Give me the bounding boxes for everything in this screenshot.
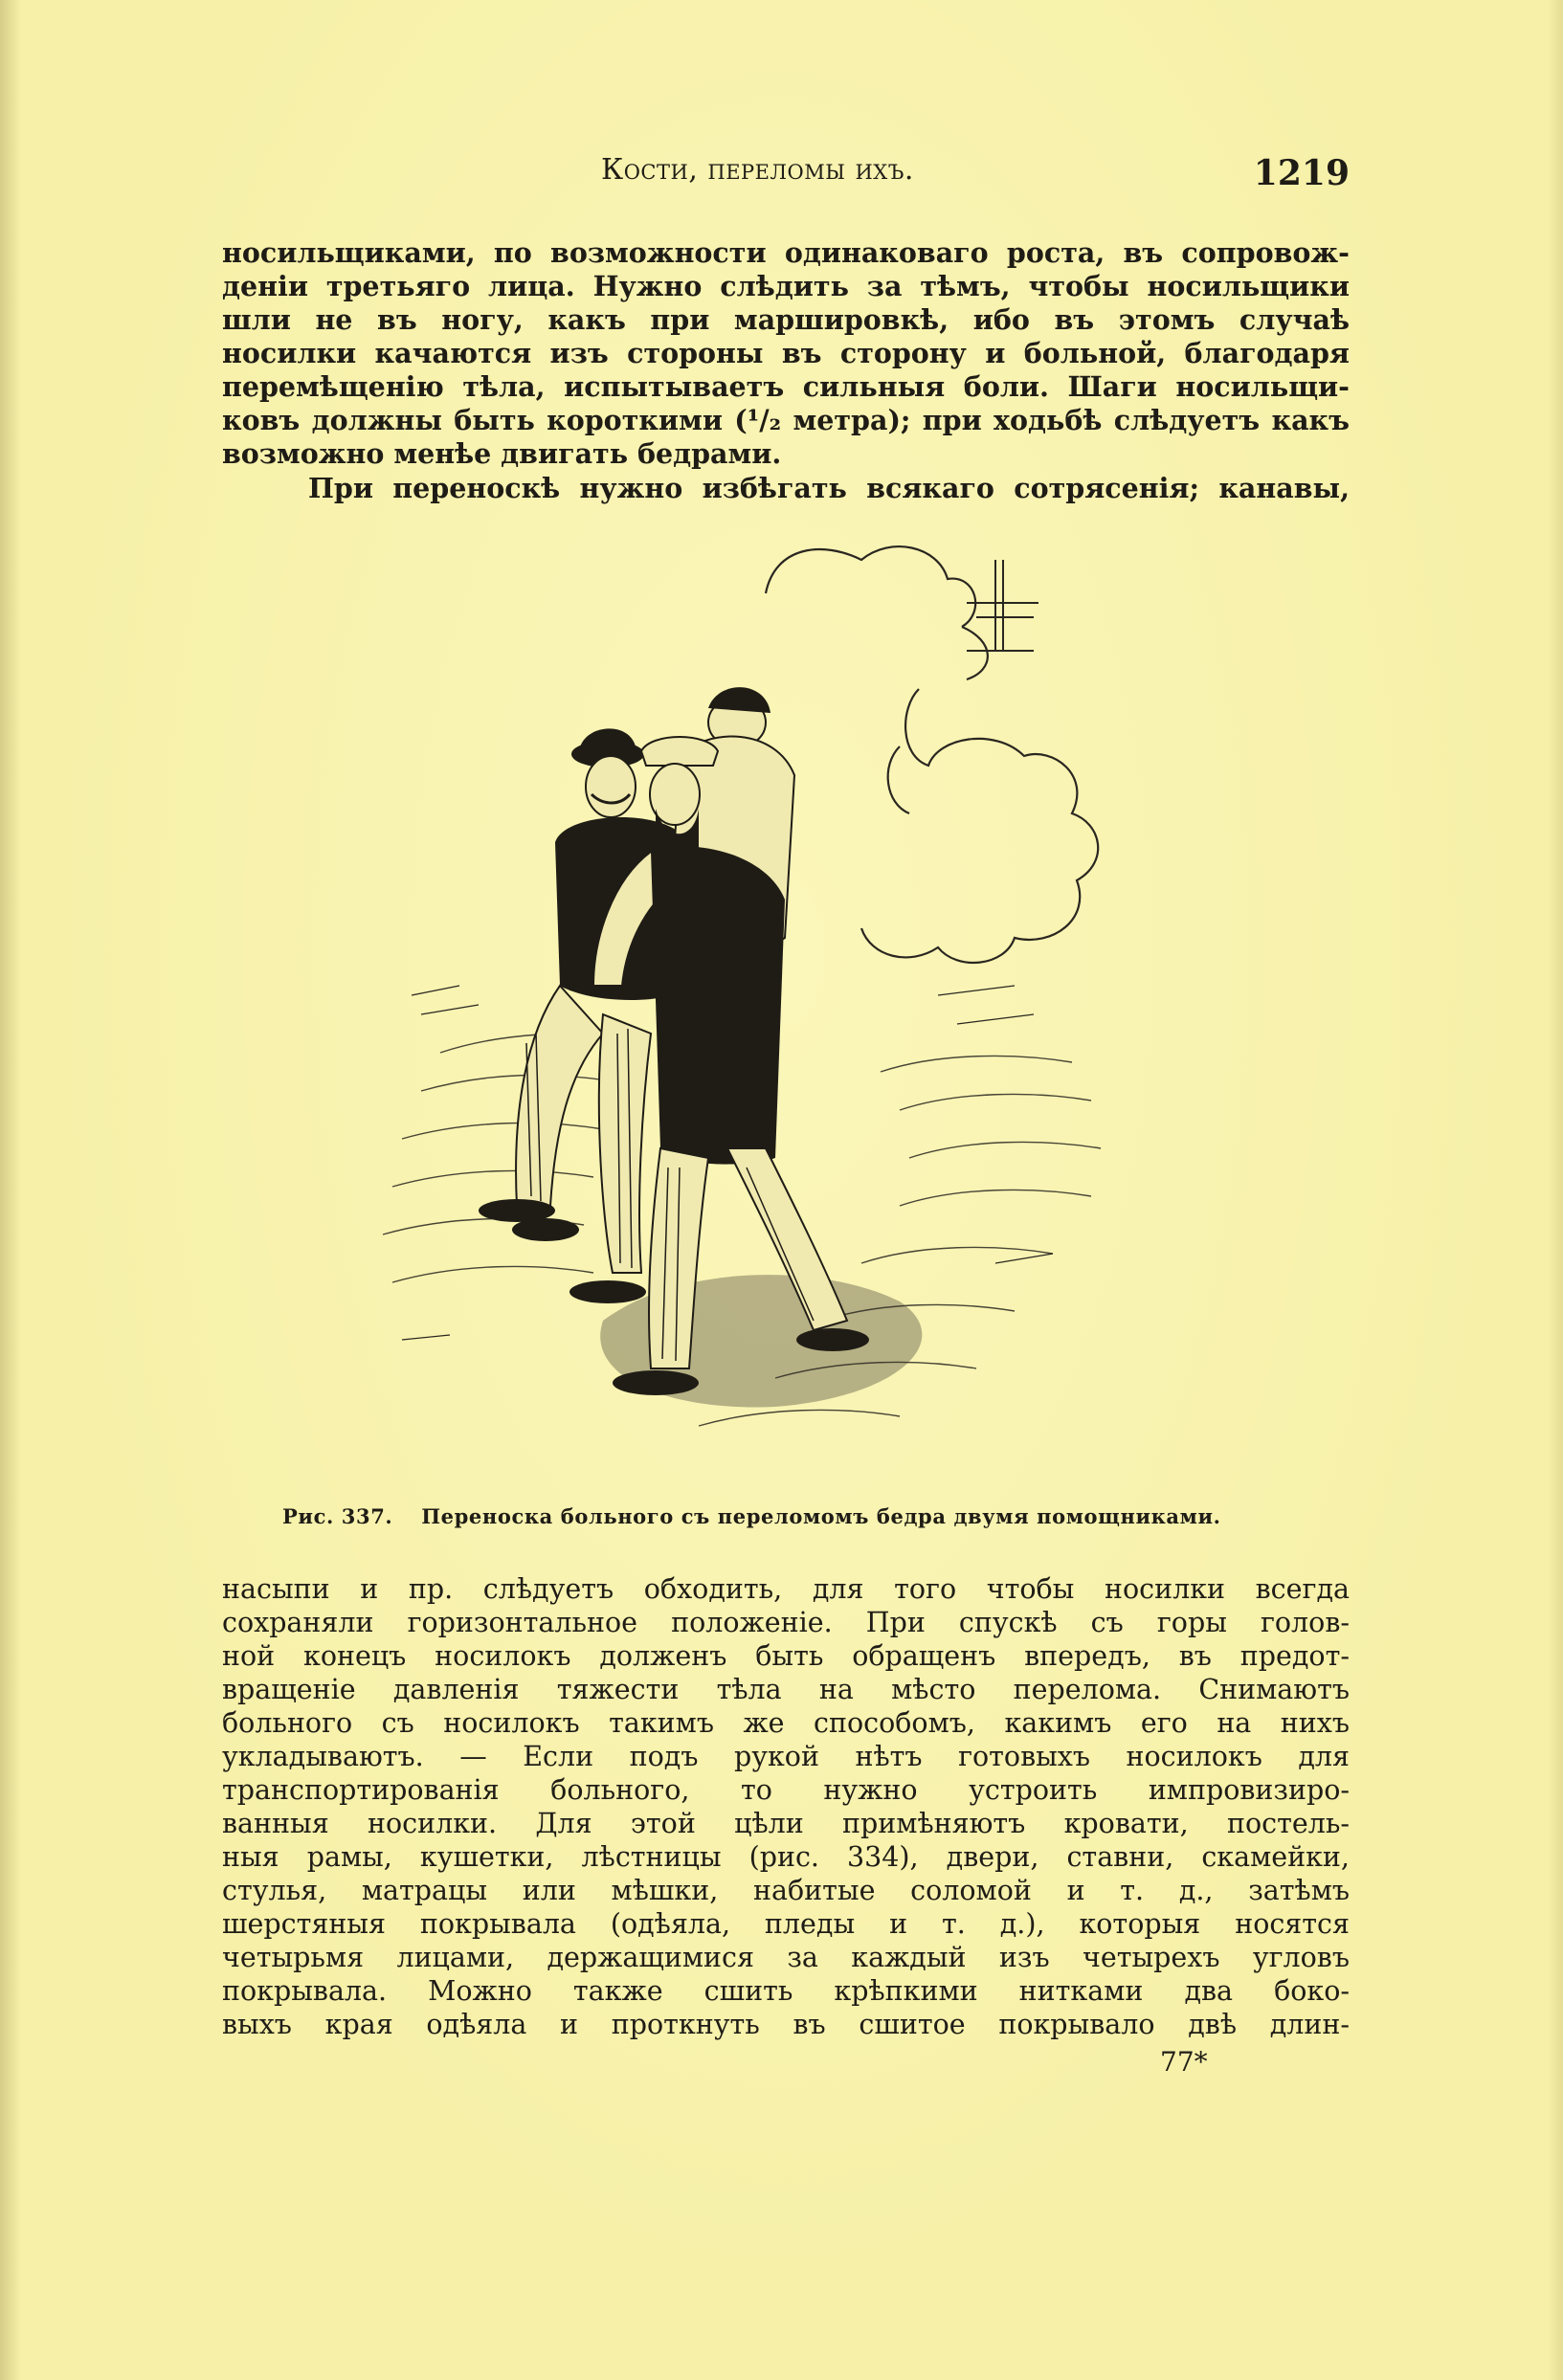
text-line: деніи третьяго лица. Нужно слѣдить за тѣмъ, чтобы носильщики [222,270,1350,302]
text-line: выхъ края одѣяла и проткнуть въ сшитое покрывало двѣ длин- [222,2009,1350,2040]
text-line: шли не въ ногу, какъ при маршировкѣ, ибо въ этомъ случаѣ [222,303,1350,336]
illustration-figure [364,536,1196,1493]
text-line: ковъ должны быть короткими (¹/₂ метра); при ходьбѣ слѣдуетъ какъ [222,404,1350,436]
text-line: четырьмя лицами, держащимися за каждый изъ четырехъ угловъ [222,1942,1350,1973]
figure-caption-text: Переноска больного съ переломомъ бедра двумя помощниками. [421,1504,1221,1528]
text-line: ной конецъ носилокъ долженъ быть обращенъ впередъ, въ предот- [222,1640,1350,1672]
text-line: При переноскѣ нужно избѣгать всякаго сотрясенія; канавы, [308,472,1350,504]
printer-signature-mark: 77* [1160,2046,1208,2078]
text-line: перемѣщенію тѣла, испытываетъ сильныя боли. Шаги носильщи- [222,370,1350,403]
text-line: возможно менѣе двигать бедрами. [222,437,782,470]
text-line: носилки качаются изъ стороны въ сторону и больной, благодаря [222,337,1350,369]
text-line: шерстяныя покрывала (одѣяла, пледы и т. д.), которыя носятся [222,1908,1350,1940]
text-line: укладываютъ. — Если подъ рукой нѣтъ готовыхъ носилокъ для [222,1741,1350,1772]
text-line: сохраняли горизонтальное положеніе. При спускѣ съ горы голов- [222,1607,1350,1638]
running-header [220,153,1350,201]
figure-caption [282,1504,1335,1528]
page-number: 1219 [1253,153,1350,193]
page-edge-shadow-left [0,0,21,2380]
text-line: покрывала. Можно также сшить крѣпкими нитками два боко- [222,1975,1350,2007]
paragraph-bottom [222,1572,1350,2041]
paragraph-top [222,236,1350,471]
text-line: насыпи и пр. слѣдуетъ обходить, для того чтобы носилки всегда [222,1573,1350,1605]
text-line: вращеніе давленія тяжести тѣла на мѣсто перелома. Снимаютъ [222,1674,1350,1705]
text-line: ныя рамы, кушетки, лѣстницы (рис. 334), двери, ставни, скамейки, [222,1841,1350,1873]
text-line: транспортированія больного, то нужно устроить импровизиро- [222,1774,1350,1806]
text-line: носильщиками, по возможности одинаковаго роста, въ сопровож- [222,236,1350,269]
text-line: ванныя носилки. Для этой цѣли примѣняютъ кровати, постель- [222,1808,1350,1839]
running-title: Кости, переломы ихъ. [601,153,914,187]
page-edge-shadow-right [1548,0,1563,2380]
engraving-illustration [364,536,1196,1493]
text-line: больного съ носилокъ такимъ же способомъ, какимъ его на нихъ [222,1707,1350,1739]
figure-number: Рис. 337. [282,1504,393,1528]
cloud-drawing [766,546,1098,963]
paragraph-indented [222,472,1350,505]
text-line: стулья, матрацы или мѣшки, набитые соломой и т. д., затѣмъ [222,1875,1350,1906]
